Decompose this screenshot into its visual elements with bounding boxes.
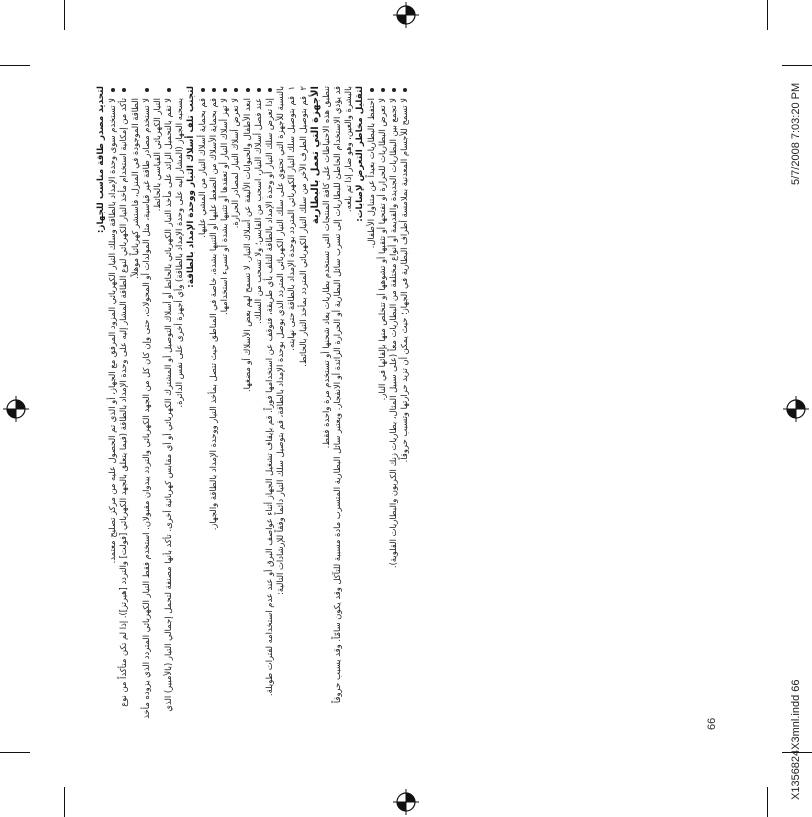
bullet-item <box>141 86 163 732</box>
crop-mark <box>64 0 65 30</box>
section-heading <box>186 86 197 732</box>
bullet-item <box>253 86 264 732</box>
text: لا تعرض أسلاك التيار لمصادر الحرارة. <box>230 98 241 229</box>
text: لا تجمع بين البطاريات الجديدة والقديمة أو أنواع مختلفة من البطاريات معاً (على سبيل المثال، بطاريات زنك الكربون والبطاريات القلوية). <box>388 98 399 569</box>
text: قم بحماية الأسلاك من الضغط عليها أو الثنيها بشدة، خاصة في المناطق حيث تتصل بمأخذ التيار ووحدة الإمداد بالطاقة والجهاز. <box>208 98 219 531</box>
step-number: ٢ <box>297 86 308 91</box>
crop-mark <box>0 752 30 753</box>
text: تنطبق هذه الاحتياطات على كافة المنتجات التي تستخدم بطاريات يعاد شحنها أو تستخدم مرة واحدة فقط. <box>321 86 332 449</box>
step-number: ١ <box>286 86 297 91</box>
crop-mark <box>0 65 30 66</box>
section-heading <box>355 86 366 732</box>
text: عند فصل أسلاك التيار، اسحب من القابس؛ ولا تسحب من السلك. <box>252 98 263 324</box>
bullet-item <box>399 86 410 732</box>
text: لتحديد مصدر طاقة مناسب للجهاز: <box>96 86 106 234</box>
page-content <box>96 86 481 732</box>
date-slug: 5/7/2008 7:03:20 PM <box>790 82 802 185</box>
file-slug: X1356824X3mnl.indd 66 <box>790 679 802 800</box>
text: إذا تعرض سلك التيار أو وحدة الإمداد بالطاقة للتلف بأي طريقة، فتوقف عن استخدامها فوراً. قم بإيقاف تشغيل الجهاز أثناء عواصف البرق أو عند عدم استخدامه لفترات طويلة. <box>264 98 275 697</box>
text: لا تعرض البطاريات للحرارة أو تفتحها أو تثقبها أو تشوهها أو تتخلص منها بإلقائها في النار. <box>377 98 388 401</box>
text: لا تستخدم سوى وحدة الإمداد بالطاقة وسلك التيار الكهربائي المزود المرفق مع الجهاز، أو الذي تم الحصول عليه من مركز تصليح معتمد. <box>107 98 118 564</box>
paragraph <box>321 86 332 732</box>
text: لا تقم بالتحميل الزائد على مأخذ التيار الكهربائي بالحائط أو أسلاك التوصيل أو المشترك الكهربائي أو أي مقابس كهربائية أخرى. تأكد بأنها مصنفة لتحمل إجمالي التيار (بالأمبير) الذي يسحبه الجهاز (المشار إليه على وحدة الإمداد بالطاقة) وأي أجهزة أخرى على نفس الدائرة. <box>163 98 185 712</box>
bullet-item <box>230 86 241 732</box>
safety-text-column <box>96 86 481 732</box>
bullet-item <box>242 86 253 732</box>
bullet-item <box>388 86 399 732</box>
section-heading <box>96 86 107 732</box>
text: بالنسبة للأجهزة التي تحتوي على سلك التيار الكهربائي المتردد الذي يوصل بوحدة الإمداد بالطاقة، قم بتوصيل سلك التيار دائماً وفقاً للإرشادات التالية: <box>275 86 286 595</box>
numbered-step <box>298 86 309 732</box>
numbered-step <box>286 86 297 732</box>
bullet-item <box>163 86 185 732</box>
text: لا تهز أسلاك التيار أو تعقدها أو تثنيها بشدة أو تسيء استخدامها. <box>219 98 230 315</box>
crop-mark <box>64 787 65 817</box>
registration-mark-icon <box>783 396 809 422</box>
bullet-item <box>107 86 118 732</box>
crop-mark <box>767 787 768 817</box>
bullet-item <box>264 86 275 732</box>
crop-mark <box>767 0 768 30</box>
bullet-item <box>377 86 388 732</box>
text: قد يؤدي الاستخدام الخاطئ للبطاريات إلى تسرب سائل البطارية أو الحرارة الزائدة أو الانفجار. ويعتبر سائل البطارية المتسرب مادة مسببة للتآكل وقد يكون سامّاً. وقد يسبب حروقاً بالبشرة والعين، وهو ضار إذا تم بلعه. <box>332 86 354 704</box>
registration-mark-icon <box>393 789 419 815</box>
registration-mark-icon <box>3 396 29 422</box>
page-number: 66 <box>706 717 718 730</box>
text: تأكد من إمكانية استخدام مأخذ التيار الكهربائي لنوع الطاقة المشار إليه على وحدة الإمداد بالطاقة (فيما يتعلق بالجهد الكهربائي [فولت] والتردد [هيرتز]). إذا لم تكن متأكداً من نوع الطاقة الموجودة في المنزل، فاستشر كهربائياً موهلاً. <box>118 98 140 707</box>
registration-mark-icon <box>393 2 419 28</box>
paragraph <box>332 86 354 732</box>
text: قم بتوصيل الطرف الآخر من سلك التيار الكهربائي المتردد بمأخذ التيار بالحائط. <box>297 96 308 367</box>
bullet-item <box>197 86 208 732</box>
bullet-item <box>219 86 230 732</box>
text: قم بتوصيل سلك التيار الكهربائي المتردد بوحدة الإمداد بالطاقة حتى نهايته. <box>286 96 297 351</box>
bullet-item <box>208 86 219 732</box>
text: قم بحماية أسلاك التيار من المشي عليها. <box>196 98 207 238</box>
text: ابعد الأطفال والحيوانات الأليفة عن أسلاك التيار. لا تسمح لهم بعض الأسلاك أو مضغها. <box>241 98 252 393</box>
text: لا تسمح للأجسام المعدنية بملامسة أطراف البطارية في الجهاز؛ حيث يمكن أن تزيد حرارتها وتسبب حروقاً. <box>399 98 410 463</box>
crop-mark <box>782 65 812 66</box>
bullet-item <box>366 86 377 732</box>
text: لتقليل مخاطر التعرض لإصابات: <box>354 86 365 222</box>
section-title <box>310 86 321 732</box>
text: احتفظ بالبطاريات بعيداً عن متناول الأطفال. <box>365 98 376 249</box>
paragraph <box>275 86 286 732</box>
text: لتجنب تلف أسلاك التيار ووحدة الإمداد بالطاقة: <box>185 86 196 288</box>
text: الأجهزة التي تعمل بالبطارية <box>309 86 321 225</box>
text: لا تستخدم مصادر طاقة غير قياسية، مثل المولدات أو المحولات، حتى وإن كان كل من الجهد الكهربائي والتردد يبدوان مقبولان. استخدم فقط التيار الكهربائي المتردد الذي يزوده مأخذ التيار الكهربائي القياسي بالحائط. <box>140 98 163 719</box>
bullet-item <box>118 86 140 732</box>
